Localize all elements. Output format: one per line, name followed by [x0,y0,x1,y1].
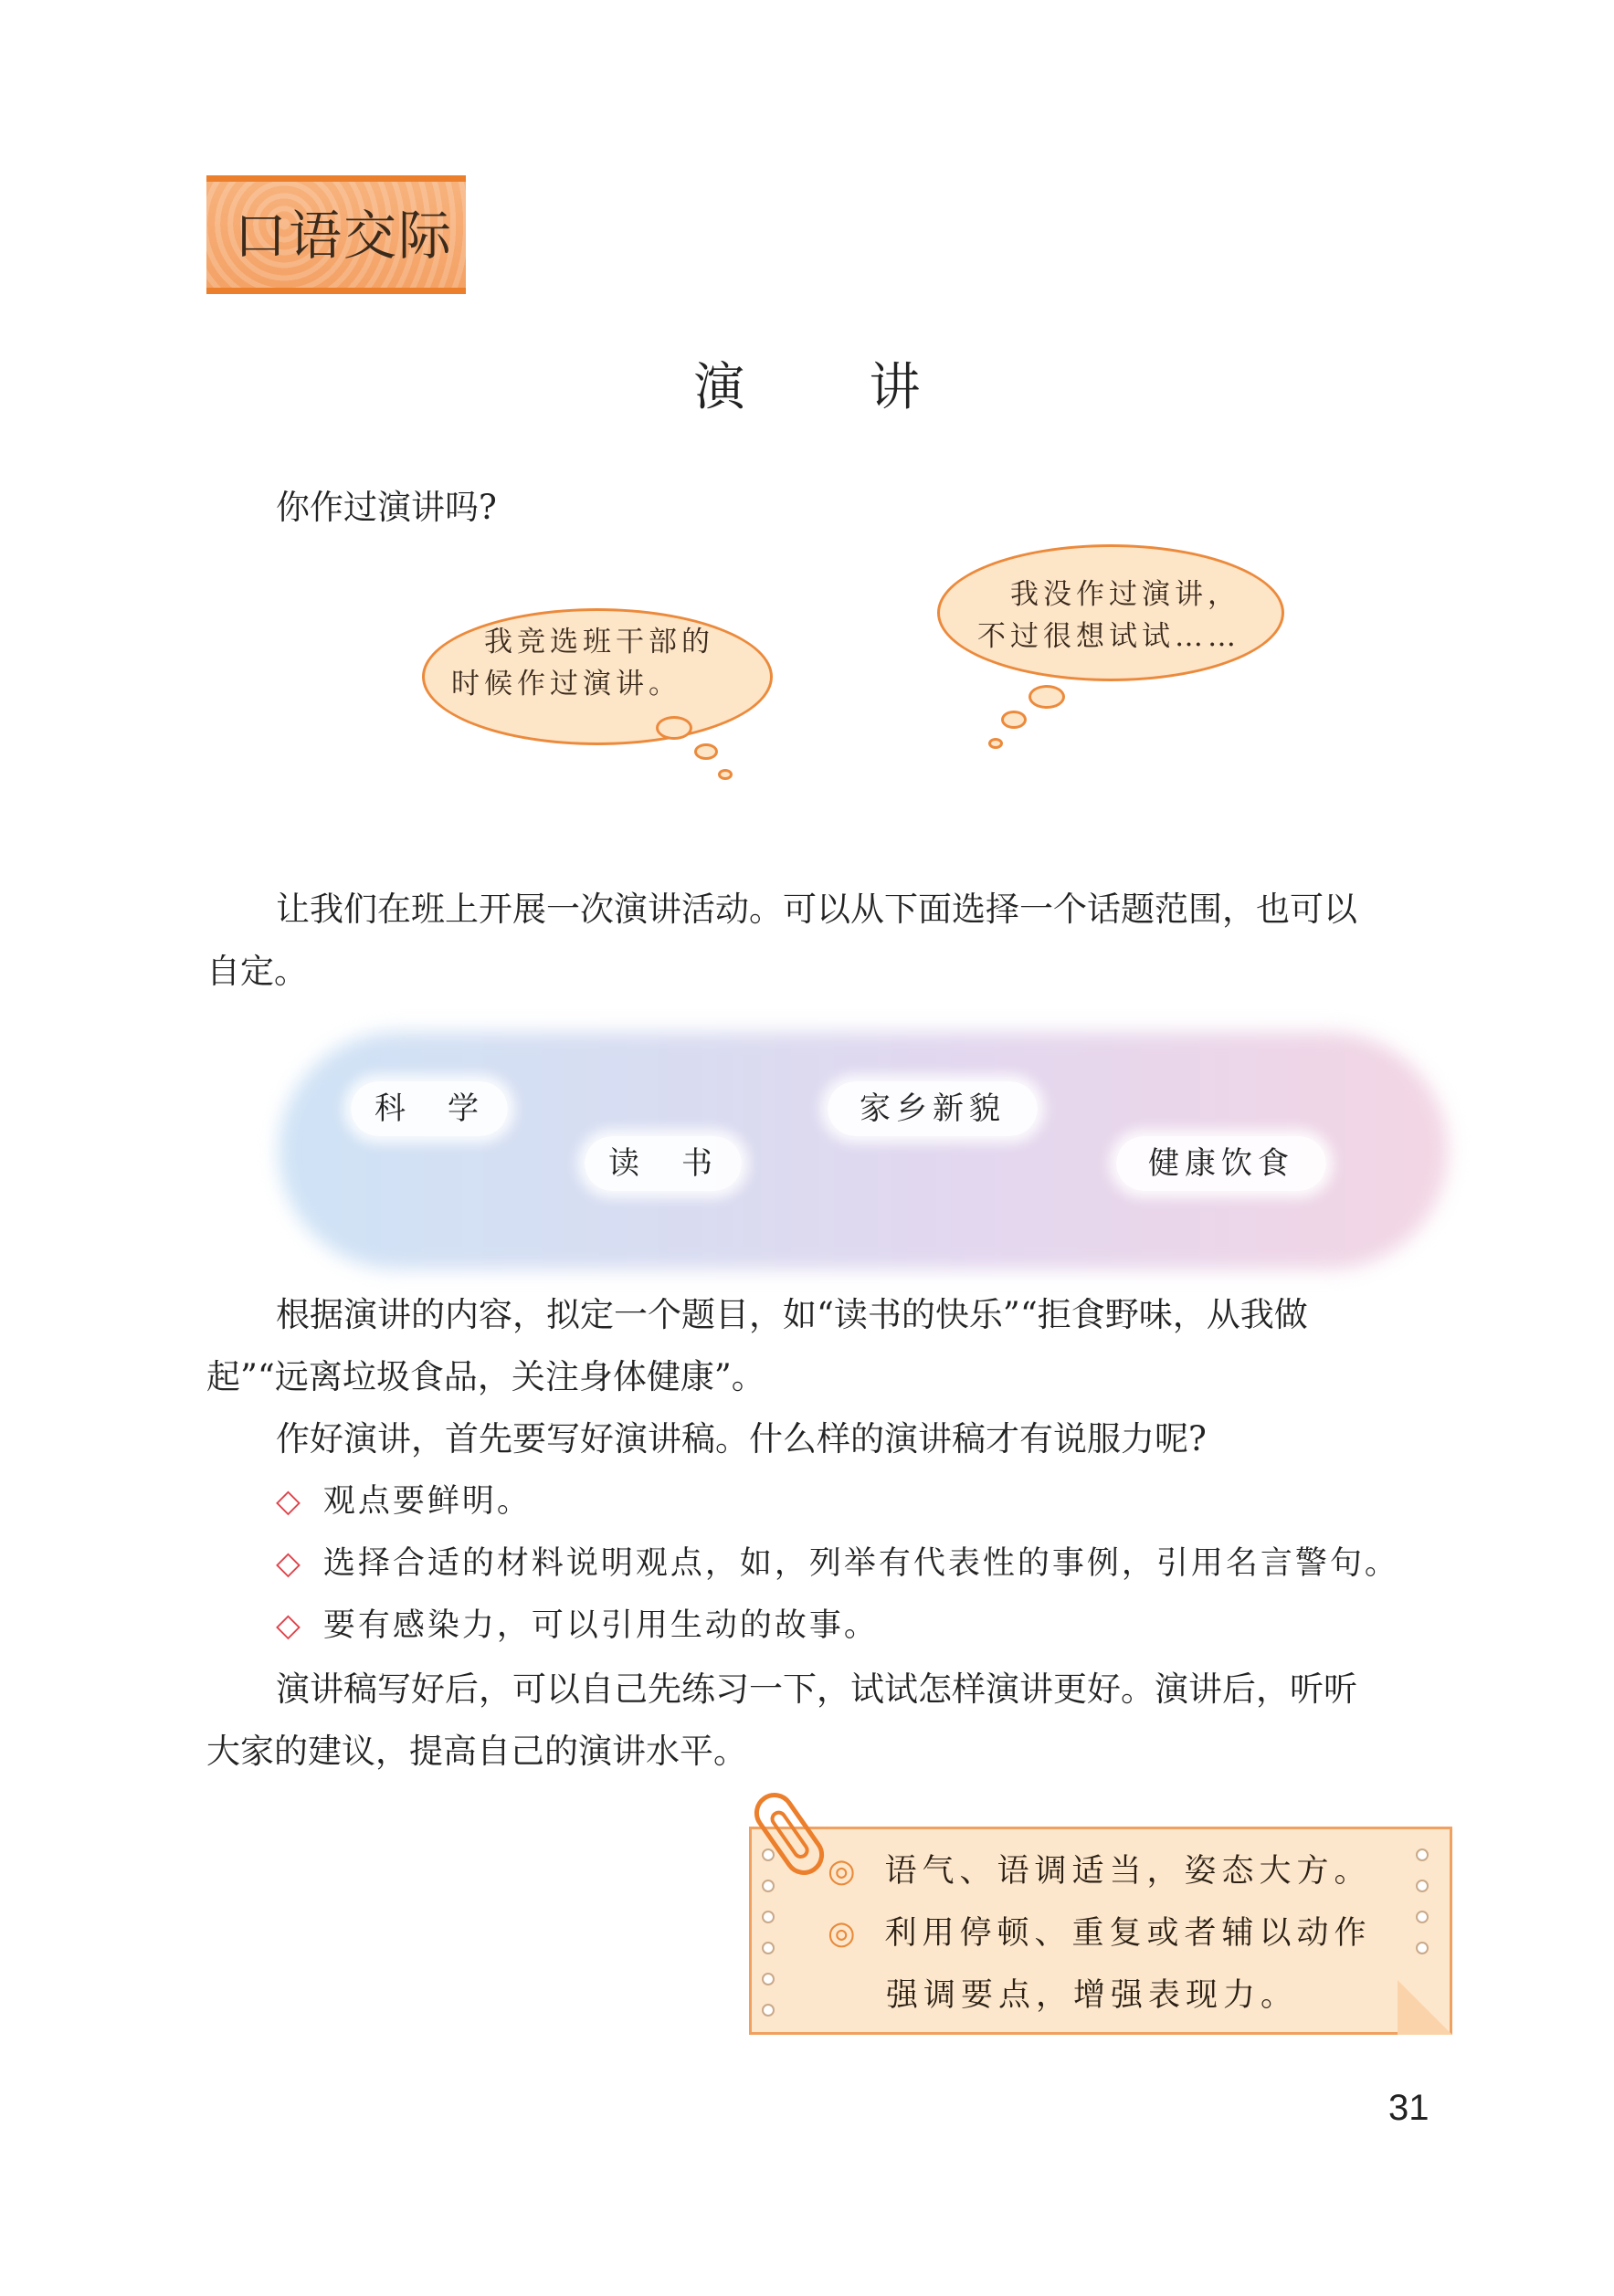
thought-cloud-left-line: 时候作过演讲。 [451,668,681,700]
thought-cloud-right-line: 我没作过演讲， [977,578,1240,611]
paragraph-3: 作好演讲，首先要写好演讲稿。什么样的演讲稿才有说服力呢? [276,1419,1207,1459]
bullet-text: 要有感染力，可以引用生动的故事。 [322,1607,879,1644]
thought-bubble [1029,685,1065,709]
diamond-icon: ◇ [276,1545,303,1582]
bullet-item [276,1598,879,1653]
paragraph-4-line-2: 大家的建议，提高自己的演讲水平。 [206,1732,747,1771]
binder-hole [1416,1848,1429,1861]
binder-hole [1416,1880,1429,1892]
paragraph-2-line-2: 起”“远离垃圾食品，关注身体健康”。 [206,1357,765,1396]
paragraph-1-line-2: 自定。 [206,952,308,991]
section-banner-label: 口语交际 [234,205,454,267]
thought-cloud-right-text [977,574,1240,658]
note-item [828,1841,1372,1901]
thought-bubble [656,716,692,740]
paragraph-2-line-1: 根据演讲的内容，拟定一个题目，如“读书的快乐”“拒食野味，从我做 [276,1295,1308,1334]
diamond-icon: ◇ [276,1607,303,1644]
bullet-item [276,1474,532,1529]
binder-hole [762,1848,775,1861]
thought-bubble [718,769,733,780]
bullet-text: 观点要鲜明。 [322,1483,532,1520]
paragraph-4-line-1: 演讲稿写好后，可以自己先练习一下，试试怎样演讲更好。演讲后，听听 [276,1669,1357,1709]
binder-hole [762,1911,775,1923]
binder-hole [762,1880,775,1892]
binder-hole [762,1942,775,1954]
circle-bullet-icon: ◎ [828,1853,861,1890]
note-text: 利用停顿、重复或者辅以动作 [884,1915,1372,1952]
thought-bubble [988,738,1003,749]
thought-bubble [1001,711,1027,729]
page-fold-corner [1398,1980,1452,2035]
binder-hole [762,2004,775,2017]
page-number: 31 [1388,2088,1429,2128]
topic-chip: 读 书 [585,1136,742,1191]
note-item [828,1903,1372,1964]
topic-chip: 科 学 [351,1081,508,1136]
diamond-icon: ◇ [276,1483,303,1520]
binder-hole [1416,1911,1429,1923]
note-text: 语气、语调适当，姿态大方。 [884,1853,1372,1890]
note-text-continued: 强调要点，增强表现力。 [886,1977,1299,2014]
thought-cloud-left-text [451,621,714,705]
thought-cloud-left-line: 我竞选班干部的 [451,626,714,658]
page-title: 演 讲 [693,358,957,417]
intro-question: 你作过演讲吗? [276,488,497,527]
thought-cloud-right-line: 不过很想试试…… [977,620,1240,653]
section-banner [206,175,466,294]
bullet-text: 选择合适的材料说明观点，如，列举有代表性的事例，引用名言警句。 [322,1545,1399,1582]
binder-hole [762,1973,775,1985]
thought-bubble [694,743,718,760]
binder-hole [1416,1942,1429,1954]
topic-chip: 健康饮食 [1116,1136,1326,1191]
circle-bullet-icon: ◎ [828,1915,861,1952]
topic-chip: 家乡新貌 [828,1081,1038,1136]
paragraph-1-line-1: 让我们在班上开展一次演讲活动。可以从下面选择一个话题范围，也可以 [276,890,1357,929]
bullet-item [276,1536,1399,1591]
